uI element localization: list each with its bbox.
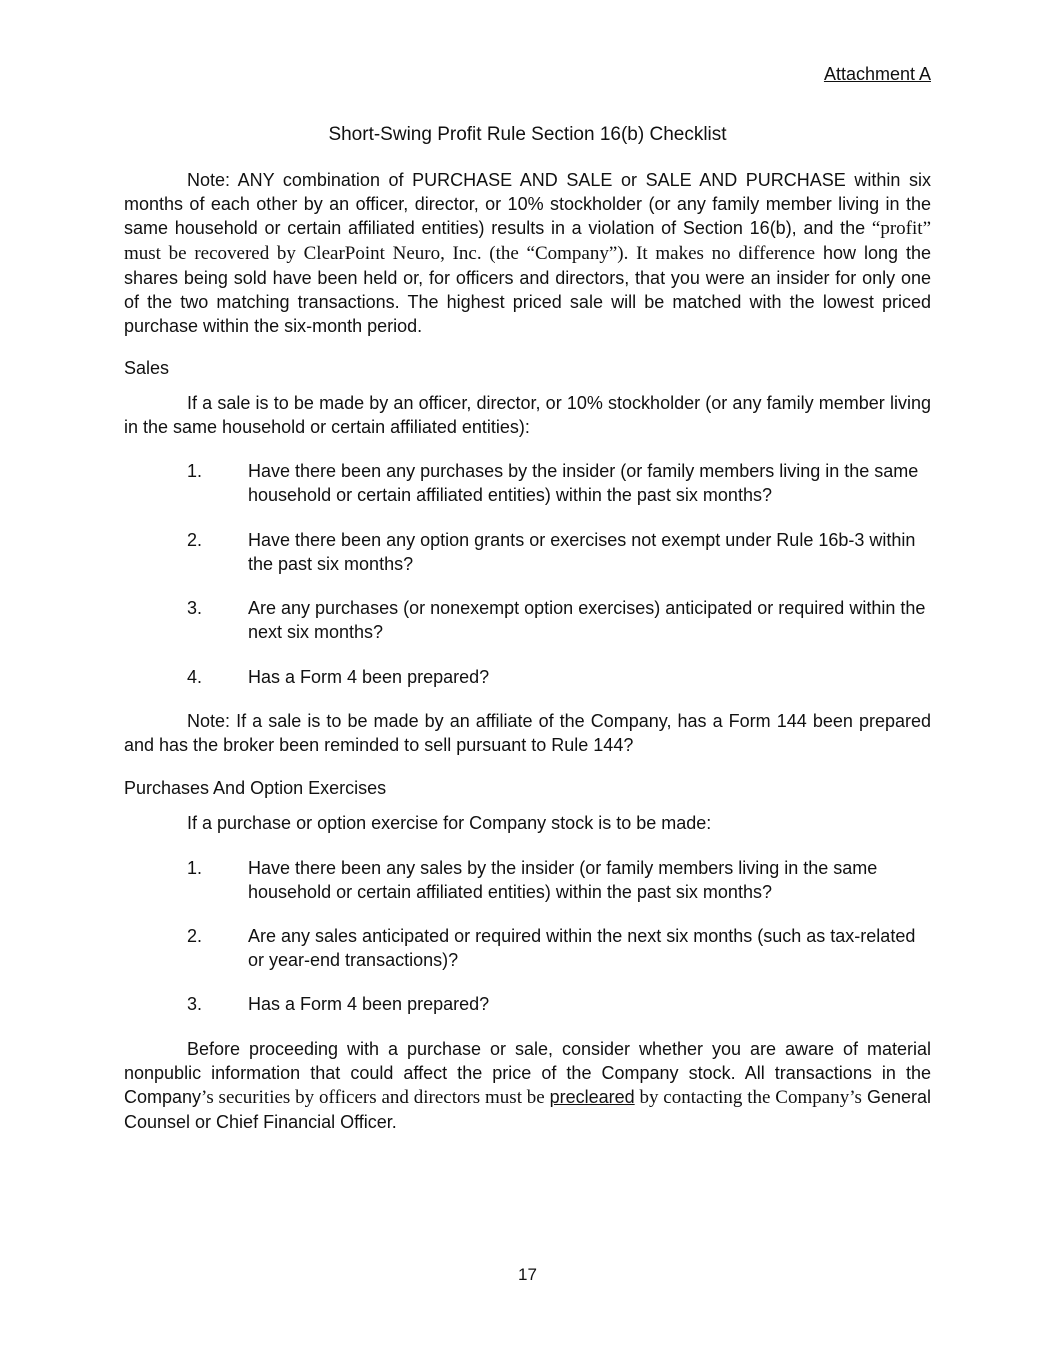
note-text-a: Note: ANY combination of PURCHASE AND SALE or SALE AND PURCHASE within six months of each other by an officer, director, or 10% stockholder (or any family member living in the same household or certain affiliated entities) results in a violation of Section 16(b), and the <box>124 170 931 238</box>
closing-text-c: by contacting the Company’s <box>634 1087 862 1108</box>
sales-item-number: 1. <box>187 461 203 481</box>
closing-text-d: General Counsel or Chief Financial Officer. <box>124 1087 931 1132</box>
sales-item-number: 2. <box>187 530 203 550</box>
sales-item-number: 4. <box>187 667 203 687</box>
sales-intro: If a sale is to be made by an officer, director, or 10% stockholder (or any family member living in the same household or certain affiliated entities): <box>124 393 931 437</box>
sales-item-text: Are any purchases (or nonexempt option exercises) anticipated or required within the next six months? <box>248 598 926 642</box>
sales-heading: Sales <box>124 358 170 378</box>
page-title: Short-Swing Profit Rule Section 16(b) Checklist <box>328 124 727 145</box>
page-number: 17 <box>518 1265 537 1284</box>
closing-text-a: Before proceeding with a purchase or sale, consider whether you are aware of material nonpublic information that could affect the price of the Company stock. All transactions in the Company <box>124 1039 931 1107</box>
purchases-heading: Purchases And Option Exercises <box>124 778 387 798</box>
purchases-item-number: 3. <box>187 994 203 1014</box>
purchases-item-text: Have there been any sales by the insider (or family members living in the same household or certain affiliated entities) within the past six months? <box>248 858 878 902</box>
note-paragraph <box>124 168 931 338</box>
closing-paragraph <box>124 1037 931 1134</box>
attachment-label: Attachment A <box>823 64 931 84</box>
note-text-b: “profit” must be recovered by ClearPoint Neuro, Inc. (the “Company”). It makes no difference <box>124 218 931 264</box>
purchases-item-number: 1. <box>187 858 203 878</box>
purchases-intro: If a purchase or option exercise for Company stock is to be made: <box>187 813 712 833</box>
sales-item-number: 3. <box>187 598 203 618</box>
purchases-item-text: Has a Form 4 been prepared? <box>248 994 490 1014</box>
note-text-c: how long the shares being sold have been held or, for officers and directors, that you were an insider for only one of the two matching transactions. The highest priced sale will be matched with the lowest priced purchase within the six-month period. <box>124 243 932 336</box>
purchases-item-number: 2. <box>187 926 203 946</box>
sales-item-text: Has a Form 4 been prepared? <box>248 667 490 687</box>
precleared-term: precleared <box>549 1087 635 1107</box>
sales-note: Note: If a sale is to be made by an affiliate of the Company, has a Form 144 been prepared and has the broker been reminded to sell pursuant to Rule 144? <box>124 711 931 755</box>
sales-item-text: Have there been any purchases by the insider (or family members living in the same household or certain affiliated entities) within the past six months? <box>248 461 919 505</box>
closing-text-b: ’s securities by officers and directors must be <box>201 1087 550 1108</box>
sales-item-text: Have there been any option grants or exercises not exempt under Rule 16b-3 within the past six months? <box>248 530 916 574</box>
purchases-item-text: Are any sales anticipated or required within the next six months (such as tax-related or year-end transactions)? <box>248 926 916 970</box>
